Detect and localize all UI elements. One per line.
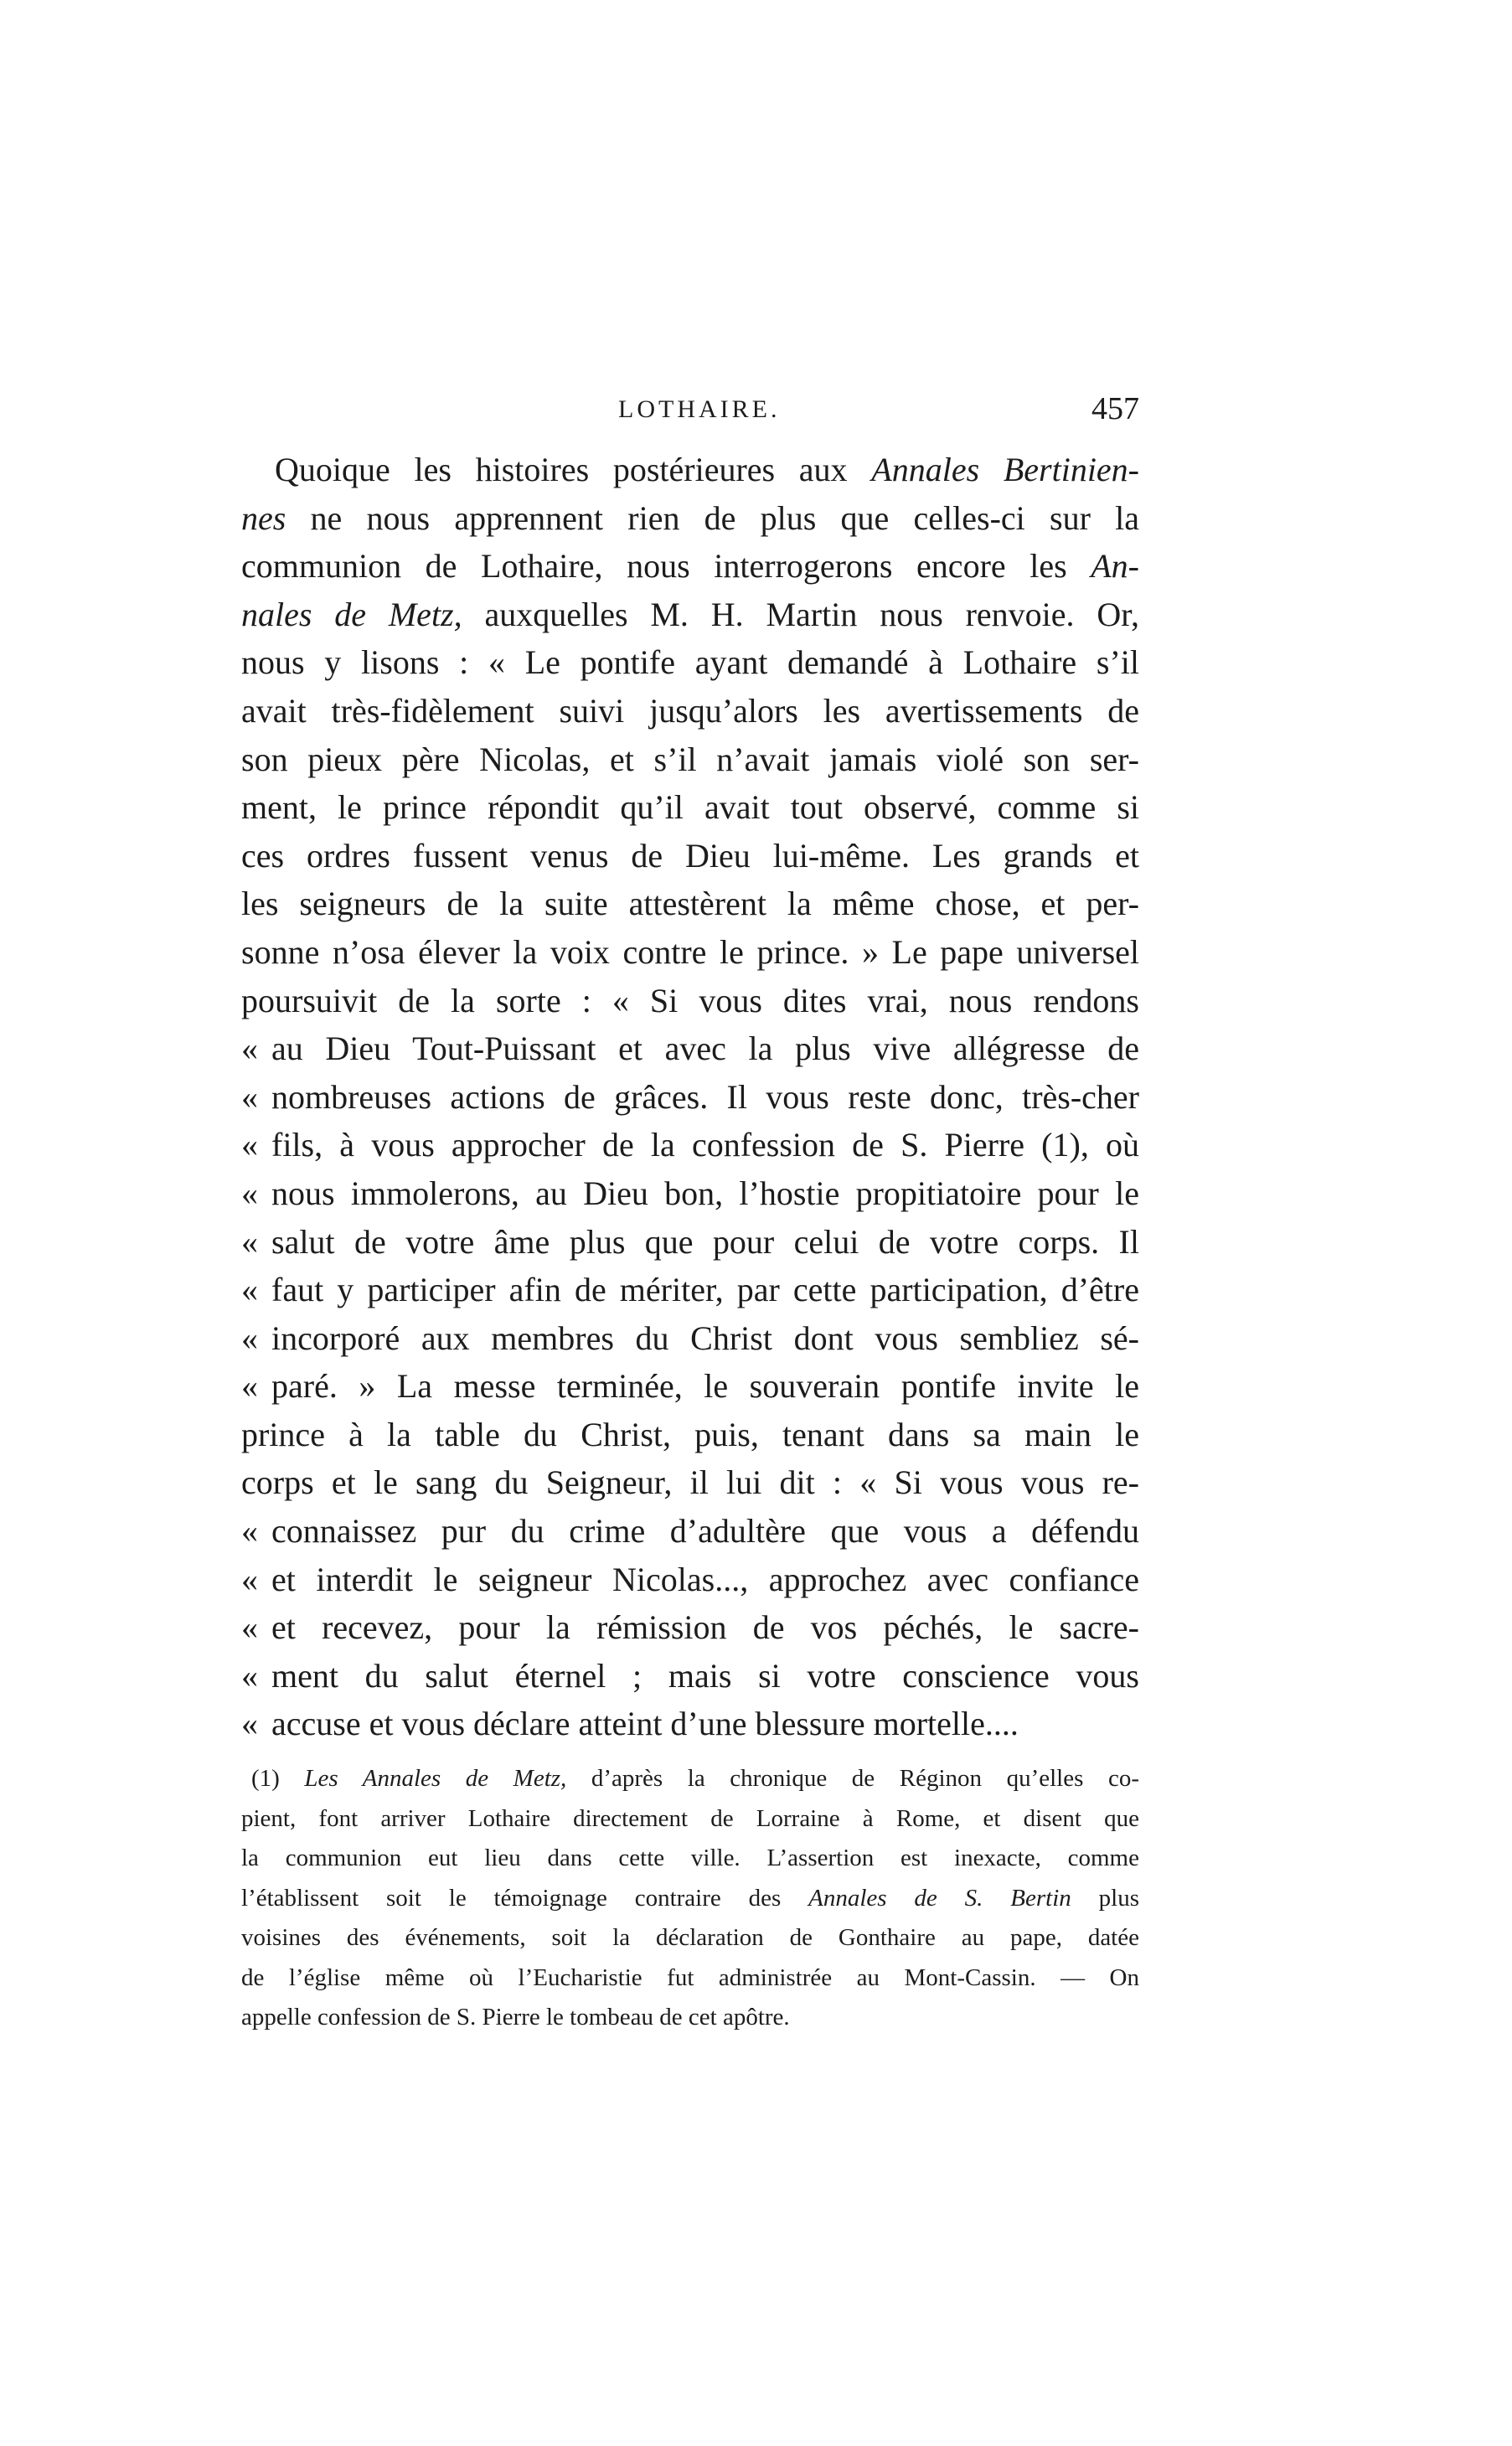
- text-line: Quoique les histoires postérieures aux Annales Bertinien-: [275, 451, 1139, 488]
- quoted-line: « et interdit le seigneur Nicolas..., approchez avec confiance: [241, 1556, 1139, 1604]
- footnote: [241, 1759, 1139, 2038]
- text-line: son pieux père Nicolas, et s’il n’avait jamais violé son ser-: [241, 740, 1139, 778]
- text-line: poursuivit de la sorte : « Si vous dites vrai, nous rendons: [241, 981, 1139, 1019]
- guillemet: «: [241, 1318, 258, 1357]
- guillemet: «: [241, 1029, 258, 1068]
- guillemet: «: [241, 1512, 258, 1551]
- text-line: ces ordres fussent venus de Dieu lui-même. Les grands et: [241, 836, 1139, 875]
- text-line: nes ne nous apprennent rien de plus que celles-ci sur la: [241, 498, 1139, 537]
- quoted-line: « incorporé aux membres du Christ dont vous sembliez sé-: [241, 1314, 1139, 1363]
- quoted-line: « nous immolerons, au Dieu bon, l’hostie propitiatoire pour le: [241, 1169, 1139, 1218]
- quoted-line: « salut de votre âme plus que pour celui de votre corps. Il: [241, 1218, 1139, 1267]
- guillemet: «: [241, 1271, 258, 1309]
- footnote-line: (1) Les Annales de Metz, d’après la chronique de Réginon qu’elles co-: [251, 1765, 1139, 1792]
- running-title: LOTHAIRE.: [618, 395, 781, 423]
- guillemet: «: [241, 1656, 258, 1695]
- guillemet: «: [241, 1126, 258, 1164]
- footnote-line: l’établissent soit le témoignage contraire des Annales de S. Bertin plus: [241, 1884, 1139, 1912]
- footnote-line: la communion eut lieu dans cette ville. L’assertion est inexacte, comme: [241, 1845, 1139, 1871]
- footnote-line: pient, font arriver Lothaire directement de Lorraine à Rome, et disent que: [241, 1804, 1139, 1832]
- quoted-line: « accuse et vous déclare atteint d’une blessure mortelle....: [241, 1700, 1139, 1748]
- text-line: les seigneurs de la suite attestèrent la même chose, et per-: [241, 885, 1139, 923]
- text-line: prince à la table du Christ, puis, tenant dans sa main le: [241, 1415, 1139, 1453]
- quoted-line: « au Dieu Tout-Puissant et avec la plus vive allégresse de: [241, 1024, 1139, 1073]
- footnote-line: voisines des événements, soit la déclaration de Gonthaire au pape, datée: [241, 1924, 1139, 1951]
- quoted-line: « nombreuses actions de grâces. Il vous reste donc, très-cher: [241, 1073, 1139, 1122]
- text-line: sonne n’osa élever la voix contre le prince. » Le pape universel: [241, 932, 1139, 971]
- footnote-line: appelle confession de S. Pierre le tombeau de cet apôtre.: [241, 2004, 790, 2031]
- quoted-line: « faut y participer afin de mériter, par cette participation, d’être: [241, 1266, 1139, 1314]
- text-line: corps et le sang du Seigneur, il lui dit : « Si vous vous re-: [241, 1463, 1139, 1502]
- guillemet: «: [241, 1560, 258, 1598]
- running-head: [241, 391, 1139, 437]
- guillemet: «: [241, 1608, 258, 1647]
- text-line: nales de Metz, auxquelles M. H. Martin nous renvoie. Or,: [241, 595, 1139, 633]
- text-line: communion de Lothaire, nous interrogerons encore les An-: [241, 547, 1139, 586]
- guillemet: «: [241, 1367, 258, 1406]
- footnote-line: de l’église même où l’Eucharistie fut administrée au Mont-Cassin. — On: [241, 1964, 1139, 1991]
- guillemet: «: [241, 1705, 258, 1743]
- main-text: [241, 446, 1139, 1748]
- page-number: 457: [1091, 391, 1139, 426]
- quoted-line: « paré. » La messe terminée, le souverain pontife invite le: [241, 1362, 1139, 1411]
- quoted-line: « ment du salut éternel ; mais si votre conscience vous: [241, 1652, 1139, 1700]
- guillemet: «: [241, 1222, 258, 1261]
- quoted-line: « connaissez pur du crime d’adultère que vous a défendu: [241, 1507, 1139, 1556]
- text-line: avait très-fidèlement suivi jusqu’alors les avertissements de: [241, 691, 1139, 730]
- guillemet: «: [241, 1174, 258, 1212]
- guillemet: «: [241, 1077, 258, 1116]
- quoted-line: « et recevez, pour la rémission de vos péchés, le sacre-: [241, 1603, 1139, 1652]
- quoted-line: « fils, à vous approcher de la confession de S. Pierre (1), où: [241, 1121, 1139, 1169]
- text-line: nous y lisons : « Le pontife ayant demandé à Lothaire s’il: [241, 643, 1139, 682]
- text-line: ment, le prince répondit qu’il avait tout observé, comme si: [241, 788, 1139, 827]
